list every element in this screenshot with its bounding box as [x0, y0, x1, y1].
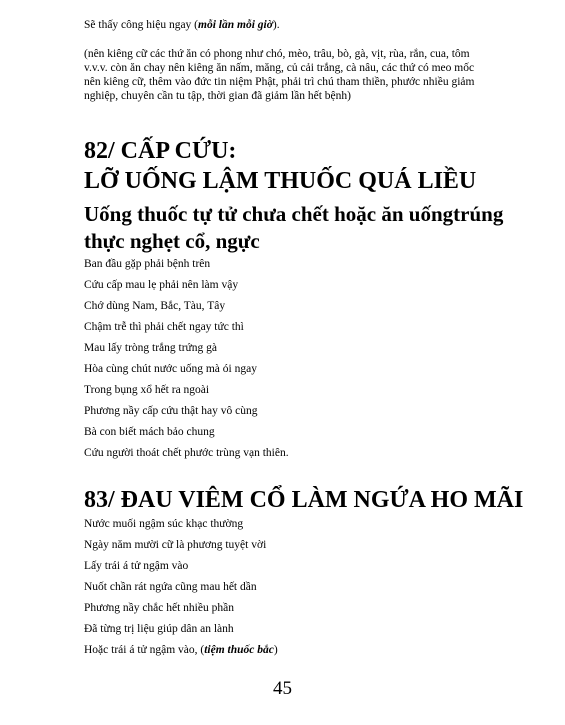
poem-last-line — [84, 644, 278, 656]
intro-close: ). — [272, 19, 280, 31]
last-line-text: Hoặc trái á tử ngậm vào, ( — [84, 644, 205, 656]
poem-line: Bà con biết mách bảo chung — [84, 426, 215, 438]
poem-line: Nuốt chần rát ngứa cũng mau hết dần — [84, 581, 257, 593]
last-line-close: ) — [273, 644, 278, 656]
poem-line: Hòa cùng chút nước uống mà ói ngay — [84, 363, 257, 375]
abstinence-note: (nên kiêng cữ các thứ ăn có phong như chó, mèo, trâu, bò, gà, vịt, rùa, rắn, cua, tôm v.v.v. còn ăn chay nên kiêng ăn nấm, măng, củ cải trắng, cà nâu, các thứ có meo mốc nên kiêng cữ, thêm vào đức tin niệm Phật, phải trì chú tham thiền, phước nhiều giảm nghiệp, chuyên cần tu tập, thời gian đã giảm lần hết bệnh) — [84, 48, 475, 102]
poem-line: Lấy trái á tử ngậm vào — [84, 560, 189, 572]
poem-line: Mau lấy tròng trắng trứng gà — [84, 342, 218, 354]
intro-text: Sẽ thấy công hiệu ngay ( — [84, 19, 199, 31]
section-82-subheading-2-line-2: thực nghẹt cổ, ngực — [84, 229, 260, 253]
section-82-heading: 82/ CẤP CỨU: — [84, 138, 237, 164]
poem-line: Phương nầy chắc hết nhiều phần — [84, 602, 234, 614]
poem-line: Đã từng trị liệu giúp dân an lành — [84, 623, 234, 635]
poem-line: Chớ dùng Nam, Bắc, Tàu, Tây — [84, 300, 226, 312]
page-number: 45 — [273, 678, 292, 699]
section-83-heading: 83/ ĐAU VIÊM CỔ LÀM NGỨA HO MÃI — [84, 487, 524, 513]
poem-line: Cứu cấp mau lẹ phải nên làm vậy — [84, 279, 239, 291]
section-82-subheading: LỠ UỐNG LẬM THUỐC QUÁ LIỀU — [84, 168, 477, 194]
poem-line: Cứu người thoát chết phước trùng vạn thiên. — [84, 447, 289, 459]
poem-line: Ngày năm mười cữ là phương tuyệt vời — [84, 539, 267, 551]
poem-line: Nước muối ngậm súc khạc thường — [84, 518, 244, 530]
intro-emphasis: mỗi lần mỗi giờ — [198, 19, 273, 31]
poem-line: Trong bụng xổ hết ra ngoài — [84, 384, 210, 396]
poem-line: Ban đầu gặp phải bệnh trên — [84, 258, 211, 270]
last-line-emphasis: tiệm thuốc bắc — [204, 644, 274, 656]
section-82-subheading-2-line-1: Uống thuốc tự tử chưa chết hoặc ăn uốngtrúng — [84, 202, 504, 226]
poem-line: Chậm trễ thì phải chết ngay tức thì — [84, 321, 244, 333]
poem-line: Phương nầy cấp cứu thật hay vô cùng — [84, 405, 258, 417]
intro-line — [84, 18, 280, 32]
